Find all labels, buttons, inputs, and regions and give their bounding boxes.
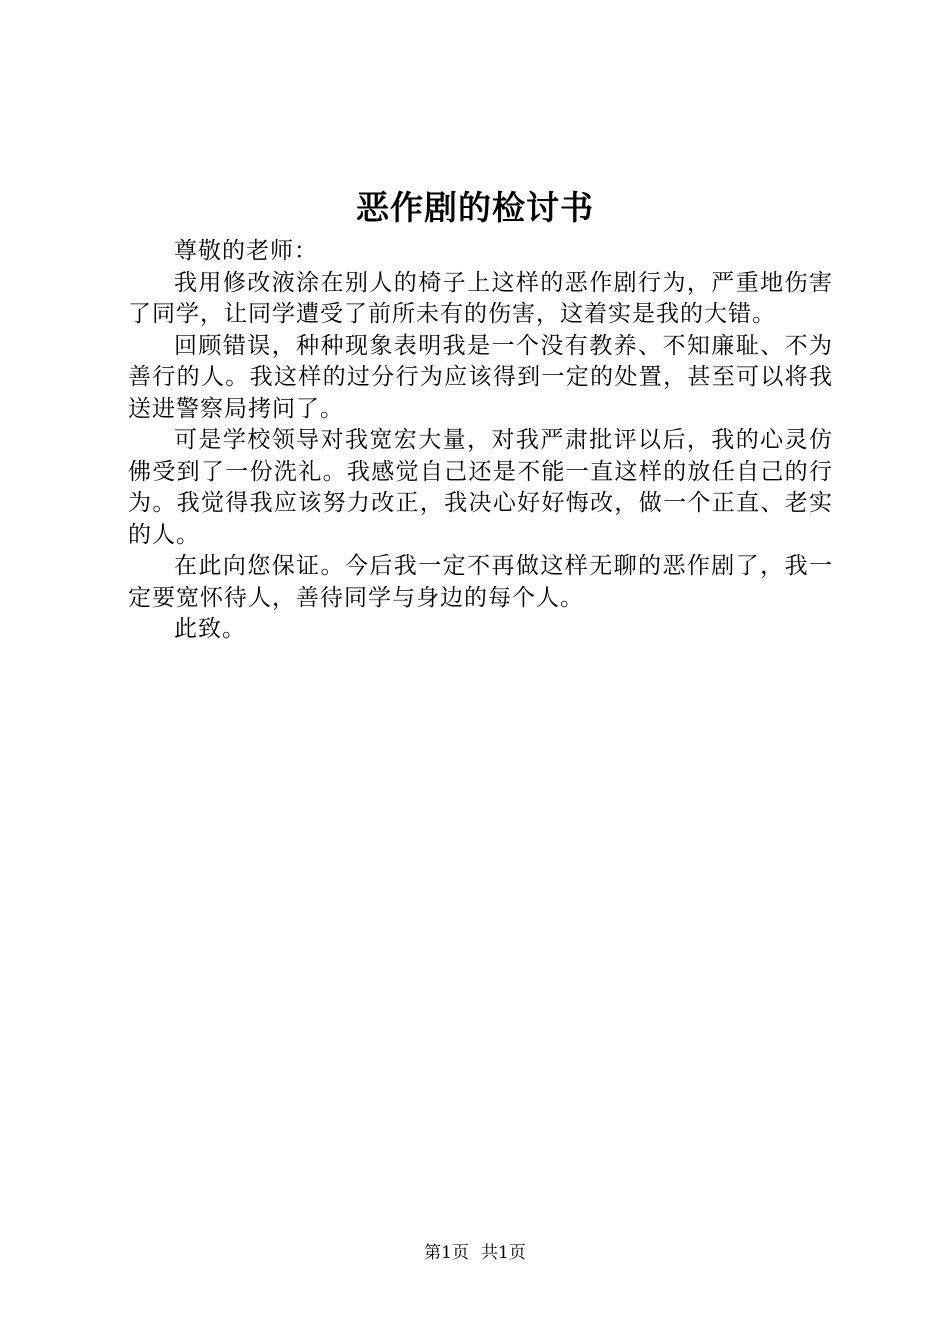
page-number-total: 共1页 bbox=[481, 1243, 526, 1263]
paragraph-1: 我用修改液涂在别人的椅子上这样的恶作剧行为，严重地伤害了同学，让同学遭受了前所未有的伤害，这着实是我的大错。 bbox=[128, 269, 833, 327]
page-number-current: 第1页 bbox=[424, 1243, 469, 1263]
closing: 此致。 bbox=[174, 616, 246, 642]
page-footer bbox=[0, 1242, 950, 1264]
paragraph-2: 回顾错误，种种现象表明我是一个没有教养、不知廉耻、不为善行的人。我这样的过分行为应该得到一定的处置，甚至可以将我送进警察局拷问了。 bbox=[128, 332, 833, 422]
salutation: 尊敬的老师： bbox=[174, 238, 318, 264]
paragraph-4: 在此向您保证。今后我一定不再做这样无聊的恶作剧了，我一定要宽怀待人，善待同学与身边的每个人。 bbox=[128, 553, 833, 611]
document-body bbox=[128, 236, 833, 646]
document-title: 恶作剧的检讨书 bbox=[356, 188, 594, 227]
paragraph-3: 可是学校领导对我宽宏大量，对我严肃批评以后，我的心灵仿佛受到了一份洗礼。我感觉自己还是不能一直这样的放任自己的行为。我觉得我应该努力改正，我决心好好悔改，做一个正直、老实的人。 bbox=[128, 427, 833, 548]
